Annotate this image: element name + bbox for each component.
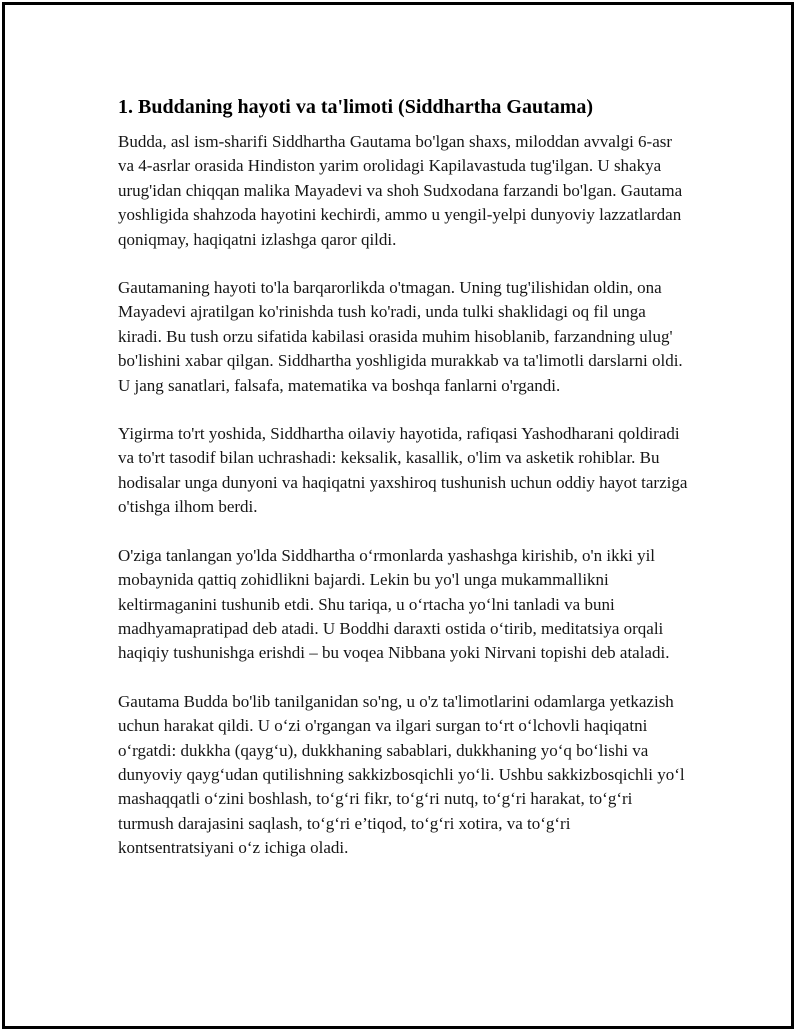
page-title: 1. Buddaning hayoti va ta'limoti (Siddhartha Gautama)	[118, 96, 594, 118]
paragraph-childhood: Gautamaning hayoti to'la barqarorlikda o'tmagan. Uning tug'ilishidan oldin, ona Mayadevi ajratilgan ko'rinishda tush ko'radi, unda tulki shaklidagi oq fil unga kiradi. Bu tush orzu sifatida kabilasi orasida muhim hisoblanib, farzandning ulug' bo'lishini xabar qilgan. Siddhartha yoshligida murakkab va ta'limotli darslarni oldi. U jang sanatlari, falsafa, matematika va boshqa fanlarni o'rgandi.	[118, 278, 683, 395]
paragraph-teachings: Gautama Budda bo'lib tanilganidan so'ng, u o'z ta'limotlarini odamlarga yetkazish uchun harakat qildi. U o‘zi o'rgangan va ilgari surgan to‘rt o‘lchovli haqiqatni o‘rgatdi: dukkha (qayg‘u), dukkhaning sabablari, dukkhaning yo‘q bo‘lishi va dunyoviy qayg‘udan qutilishning sakkizbosqichli yo‘li. Ushbu sakkizbosqichli yo‘l mashaqqatli o‘zini boshlash, to‘g‘ri fikr, to‘g‘ri nutq, to‘g‘ri harakat, to‘g‘ri turmush darajasini saqlash, to‘g‘ri e’tiqod, to‘g‘ri xotira, va to‘g‘ri kontsentratsiyani o‘z ichiga oladi.	[118, 691, 685, 858]
paragraph-enlightenment: O'ziga tanlangan yo'lda Siddhartha o‘rmonlarda yashashga kirishib, o'n ikki yil mobaynida qattiq zohidlikni bajardi. Lekin bu yo'l unga mukammallikni keltirmaganini tushunib etdi. Shu tariqa, u o‘rtacha yo‘lni tanladi va buni madhyamapratipad deb atadi. U Boddhi daraxti ostida o‘tirib, meditatsiya orqali haqiqiy tushunishga erishdi – bu voqea Nibbana yoki Nirvani topishi deb ataladi.	[118, 545, 670, 663]
paragraph-early-life: Budda, asl ism-sharifi Siddhartha Gautama bo'lgan shaxs, miloddan avvalgi 6-asr va 4-asrlar orasida Hindiston yarim orolidagi Kapilavastuda tug'ilgan. U shakya urug'idan chiqqan malika Mayadevi va shoh Sudxodana farzandi bo'lgan. Gautama yoshligida shahzoda hayotini kechirdi, ammo u yengil-yelpi dunyoviy lazzatlardan qoniqmay, haqiqatni izlashga qaror qildi.	[118, 132, 683, 249]
document-body	[118, 94, 688, 885]
paragraph-four-sights: Yigirma to'rt yoshida, Siddhartha oilaviy hayotida, rafiqasi Yashodharani qoldiradi va to'rt tasodif bilan uchrashadi: keksalik, kasallik, o'lim va asketik rohiblar. Bu hodisalar unga dunyoni va haqiqatni yaxshiroq tushunish uchun oddiy hayot tarziga o'tishga ilhom berdi.	[118, 424, 688, 517]
